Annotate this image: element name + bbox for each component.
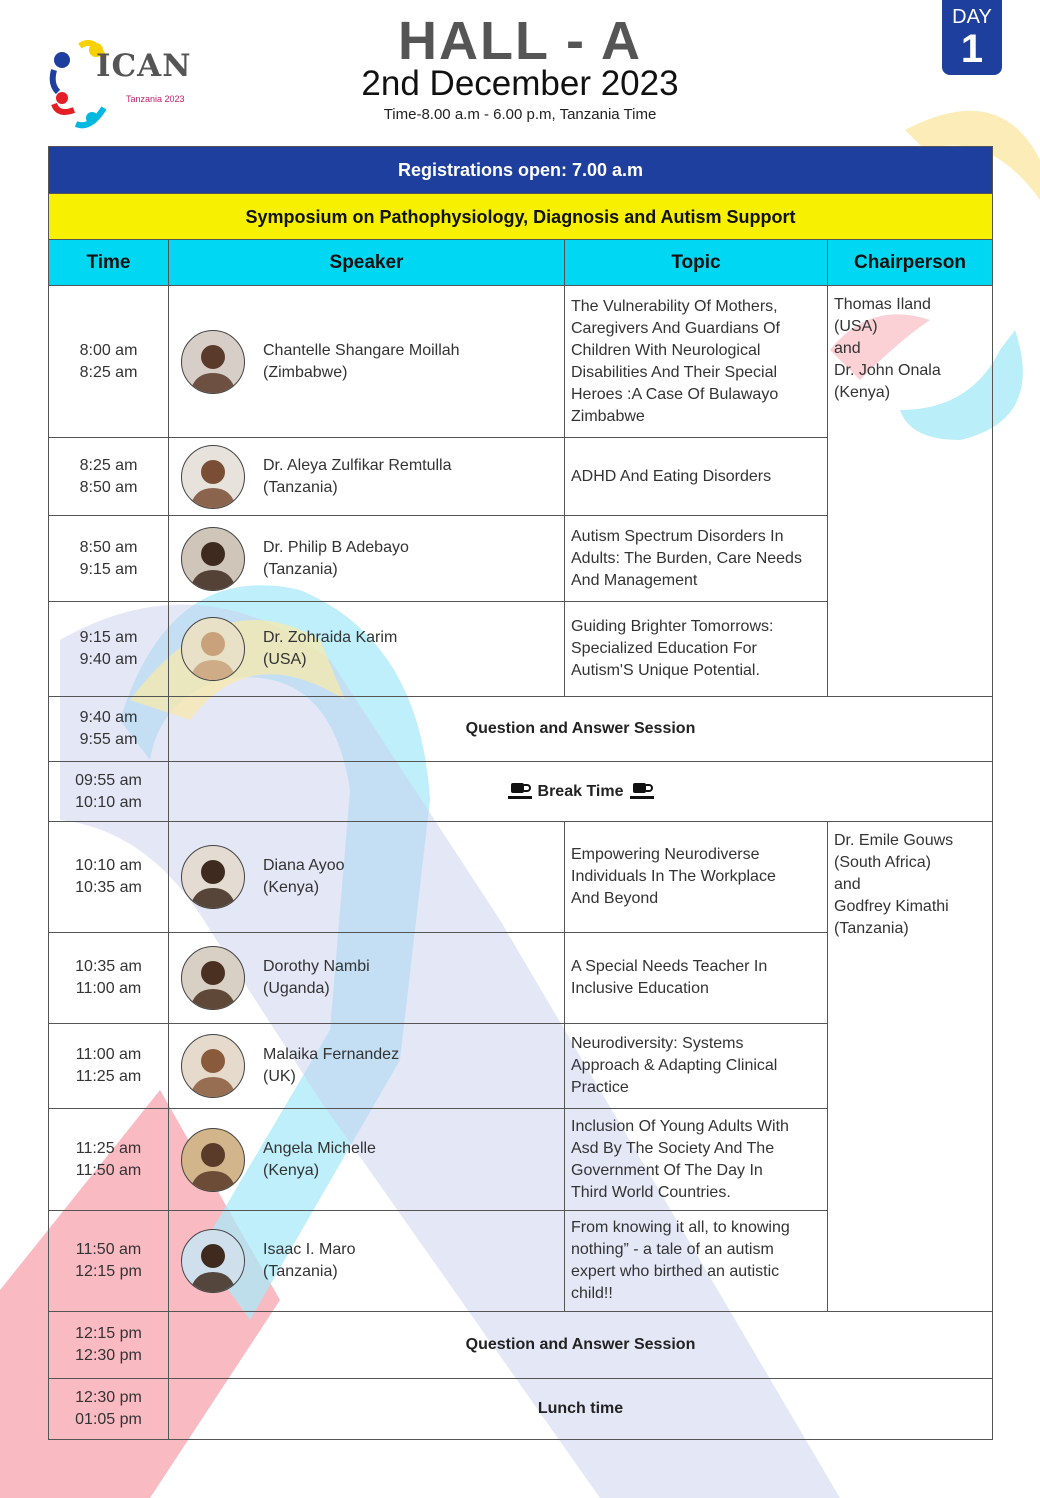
speaker-cell (169, 602, 565, 697)
start-time: 9:40 am (79, 709, 138, 726)
logo-subtitle: Tanzania 2023 (126, 94, 185, 104)
topic-line: Approach & Adapting Clinical (571, 1057, 778, 1074)
topic-line: And Beyond (571, 890, 659, 907)
chairperson-line: and (834, 340, 861, 357)
speaker-name: Chantelle Shangare Moillah (263, 341, 460, 359)
chairperson-line: (Kenya) (834, 384, 891, 401)
session-row (49, 1312, 993, 1379)
topic-line: Neurodiversity: Systems (571, 1035, 744, 1052)
topic-line: Caregivers And Guardians Of (571, 319, 780, 337)
column-header-time: Time (49, 240, 169, 286)
speaker-cell (169, 1109, 565, 1211)
topic-line: Third World Countries. (571, 1183, 731, 1201)
logo-wordmark: ICAN (96, 48, 192, 84)
talk-time (49, 822, 169, 933)
speaker-photo (181, 1128, 245, 1192)
talk-time (49, 1024, 169, 1109)
session-label-cell (169, 1379, 993, 1440)
column-header-speaker: Speaker (169, 240, 565, 286)
talk-row (49, 822, 993, 933)
coffee-cup-icon (502, 783, 538, 800)
topic-line: Practice (571, 1079, 629, 1096)
topic-line: From knowing it all, to knowing (571, 1219, 790, 1236)
speaker-cell (169, 933, 565, 1024)
speaker-name: Dr. Zohraida Karim (263, 629, 398, 646)
speaker-country: (USA) (263, 651, 307, 668)
start-time: 8:00 am (79, 341, 138, 359)
topic-cell (565, 286, 828, 438)
start-time: 10:10 am (75, 857, 142, 874)
chairperson-line: (South Africa) (834, 854, 931, 871)
chairperson-line: (Tanzania) (834, 920, 909, 937)
symposium-title: Symposium on Pathophysiology, Diagnosis and Autism Support (49, 194, 993, 240)
talk-time (49, 438, 169, 516)
start-time: 11:50 am (75, 1241, 142, 1258)
topic-line: Individuals In The Workplace (571, 868, 776, 885)
topic-line: A Special Needs Teacher In (571, 958, 768, 975)
topic-line: ADHD And Eating Disorders (571, 467, 772, 485)
topic-line: Inclusion Of Young Adults With (571, 1117, 789, 1135)
end-time: 11:00 am (75, 980, 142, 997)
schedule-body (49, 286, 993, 1440)
topic-cell (565, 602, 828, 697)
speaker-photo (181, 1229, 245, 1293)
speaker-country: (Zimbabwe) (263, 363, 348, 381)
hall-title: HALL - A (398, 11, 642, 71)
end-time: 11:50 am (75, 1161, 142, 1179)
speaker-photo (181, 330, 245, 394)
column-header-row (49, 240, 993, 286)
topic-line: Government Of The Day In (571, 1161, 763, 1179)
chairperson-line: Dr. Emile Gouws (834, 832, 954, 849)
start-time: 10:35 am (75, 958, 142, 975)
session-label: Break Time (537, 782, 624, 800)
topic-line: child!! (571, 1285, 613, 1302)
day-label: DAY (952, 6, 992, 28)
chairperson-cell (828, 822, 993, 1312)
event-time: Time-8.00 a.m - 6.00 p.m, Tanzania Time (383, 106, 657, 123)
topic-line: Inclusive Education (571, 980, 709, 997)
speaker-name: Malaika Fernandez (263, 1046, 400, 1063)
speaker-country: (Tanzania) (263, 478, 338, 496)
speaker-country: (Kenya) (263, 879, 320, 896)
topic-cell (565, 1211, 828, 1312)
day-badge (942, 0, 1002, 75)
session-time (49, 697, 169, 762)
speaker-cell (169, 516, 565, 602)
column-header-topic: Topic (565, 240, 828, 286)
end-time: 11:25 am (75, 1068, 142, 1085)
chairperson-cell (828, 286, 993, 697)
end-time: 12:30 pm (75, 1347, 142, 1364)
session-label: Question and Answer Session (465, 1336, 696, 1353)
chairperson-line: Thomas Iland (834, 296, 931, 313)
topic-cell (565, 933, 828, 1024)
topic-line: Zimbabwe (571, 407, 645, 425)
session-label-cell (169, 1312, 993, 1379)
speaker-name: Angela Michelle (263, 1139, 376, 1157)
topic-line: Heroes :A Case Of Bulawayo (571, 385, 779, 403)
topic-line: Guiding Brighter Tomorrows: (571, 618, 774, 635)
start-time: 09:55 am (75, 771, 142, 789)
symposium-row (49, 194, 993, 240)
topic-line: Autism'S Unique Potential. (571, 662, 760, 679)
session-time (49, 762, 169, 822)
chairperson-line: Godfrey Kimathi (834, 898, 949, 915)
talk-time (49, 286, 169, 438)
start-time: 12:15 pm (75, 1325, 142, 1342)
talk-time (49, 1211, 169, 1312)
topic-line: The Vulnerability Of Mothers, (571, 297, 778, 315)
end-time: 9:55 am (79, 731, 138, 748)
schedule-table (48, 146, 993, 1440)
speaker-cell (169, 438, 565, 516)
topic-line: Asd By The Society And The (571, 1139, 775, 1157)
topic-line: And Management (571, 571, 698, 589)
coffee-cup-icon (624, 783, 660, 800)
session-label: Question and Answer Session (465, 720, 696, 737)
end-time: 9:15 am (79, 560, 138, 578)
topic-cell (565, 438, 828, 516)
topic-cell (565, 1024, 828, 1109)
speaker-cell (169, 1211, 565, 1312)
speaker-name: Dorothy Nambi (263, 958, 370, 975)
session-label-cell (169, 697, 993, 762)
start-time: 8:25 am (79, 456, 138, 474)
speaker-photo (181, 617, 245, 681)
end-time: 10:35 am (75, 879, 142, 896)
topic-cell (565, 1109, 828, 1211)
end-time: 01:05 pm (75, 1411, 142, 1428)
speaker-photo (181, 845, 245, 909)
chairperson-line: and (834, 876, 861, 893)
speaker-photo (181, 527, 245, 591)
talk-time (49, 516, 169, 602)
session-time (49, 1379, 169, 1440)
chairperson-line: Dr. John Onala (834, 362, 941, 379)
speaker-cell (169, 1024, 565, 1109)
registration-row (49, 147, 993, 194)
speaker-cell (169, 822, 565, 933)
speaker-name: Dr. Aleya Zulfikar Remtulla (263, 456, 452, 474)
event-date: 2nd December 2023 (361, 64, 679, 103)
speaker-name: Diana Ayoo (263, 857, 345, 874)
topic-line: Disabilities And Their Special (571, 363, 778, 381)
speaker-name: Isaac I. Maro (263, 1241, 356, 1258)
speaker-country: (Kenya) (263, 1161, 320, 1179)
column-header-chair: Chairperson (828, 240, 993, 286)
speaker-country: (Tanzania) (263, 560, 338, 578)
start-time: 8:50 am (79, 538, 138, 556)
topic-line: Adults: The Burden, Care Needs (571, 549, 802, 567)
topic-line: Children With Neurological (571, 341, 761, 359)
topic-cell (565, 822, 828, 933)
session-row (49, 1379, 993, 1440)
speaker-country: (UK) (263, 1068, 296, 1085)
topic-line: Autism Spectrum Disorders In (571, 527, 784, 545)
registration-text: Registrations open: 7.00 a.m (49, 147, 993, 194)
end-time: 9:40 am (79, 651, 138, 668)
topic-line: Specialized Education For (571, 640, 757, 657)
session-row (49, 697, 993, 762)
session-label: Lunch time (537, 1400, 624, 1417)
end-time: 12:15 pm (75, 1263, 142, 1280)
speaker-country: (Uganda) (263, 980, 330, 997)
session-label-cell (169, 762, 993, 822)
end-time: 8:25 am (79, 363, 138, 381)
talk-time (49, 602, 169, 697)
speaker-name: Dr. Philip B Adebayo (263, 538, 409, 556)
topic-line: Empowering Neurodiverse (571, 846, 760, 863)
session-time (49, 1312, 169, 1379)
end-time: 10:10 am (75, 793, 142, 811)
topic-cell (565, 516, 828, 602)
start-time: 9:15 am (79, 629, 138, 646)
chairperson-line: (USA) (834, 318, 878, 335)
topic-line: expert who birthed an autistic (571, 1263, 780, 1280)
speaker-country: (Tanzania) (263, 1263, 338, 1280)
speaker-cell (169, 286, 565, 438)
speaker-photo (181, 1034, 245, 1098)
talk-time (49, 933, 169, 1024)
talk-time (49, 1109, 169, 1211)
topic-line: nothing” - a tale of an autism (571, 1241, 774, 1258)
speaker-photo (181, 445, 245, 509)
end-time: 8:50 am (79, 478, 138, 496)
start-time: 11:00 am (75, 1046, 142, 1063)
speaker-photo (181, 946, 245, 1010)
day-number: 1 (960, 27, 984, 71)
session-row (49, 762, 993, 822)
start-time: 12:30 pm (75, 1389, 142, 1406)
start-time: 11:25 am (75, 1139, 142, 1157)
talk-row (49, 286, 993, 438)
